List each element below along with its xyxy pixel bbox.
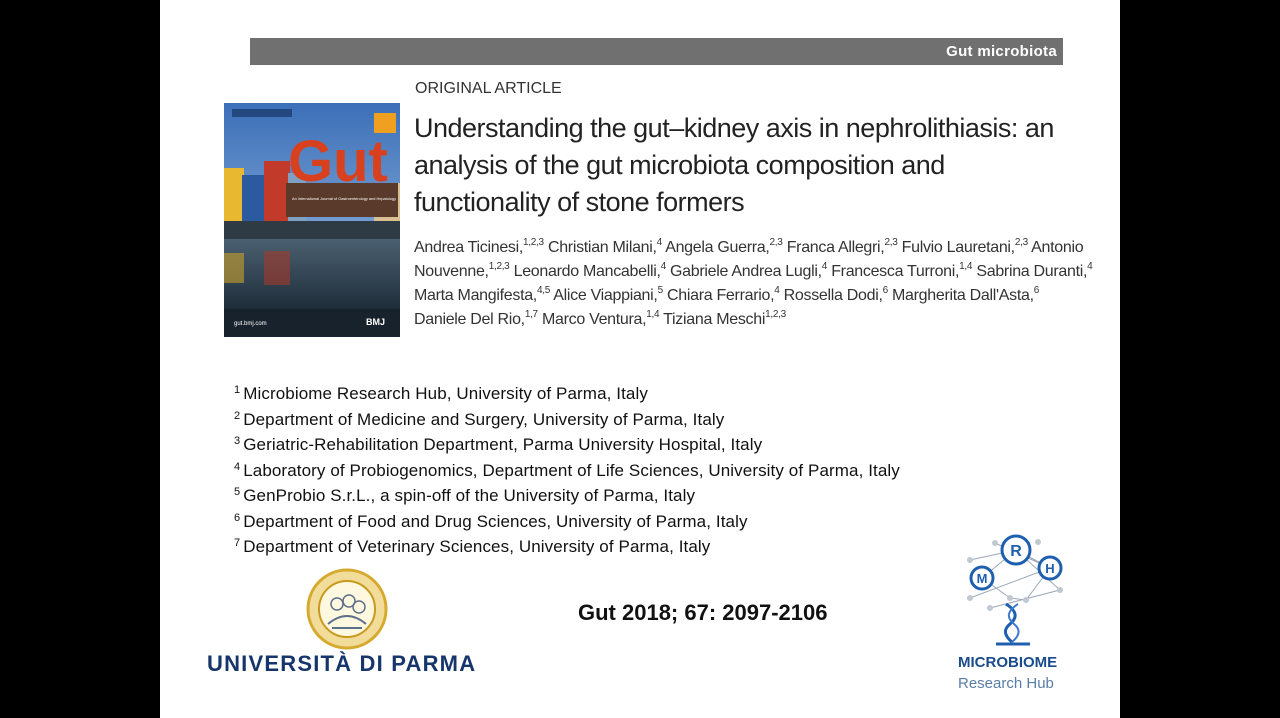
- section-label: Gut microbiota: [946, 43, 1057, 60]
- author-name: Francesca Turroni,: [831, 263, 960, 280]
- author-name: Fulvio Lauretani,: [901, 239, 1015, 256]
- affiliation-text: GenProbio S.r.L., a spin-off of the University of Parma, Italy: [243, 486, 696, 505]
- affiliation-number: 4: [234, 460, 241, 473]
- author-name: Christian Milani,: [547, 239, 657, 256]
- author-affiliation-marker: 1,4: [959, 261, 973, 272]
- author-name: Sabrina Duranti,: [976, 263, 1088, 280]
- author-affiliation-marker: 2,3: [884, 237, 898, 248]
- author-affiliation-marker: 4: [1087, 261, 1093, 272]
- cover-title: Gut: [288, 129, 388, 194]
- author-name: Marco Ventura,: [541, 311, 647, 328]
- author-affiliation-marker: 1,2,3: [765, 309, 786, 320]
- affiliation-item: [234, 432, 900, 458]
- hub-letter-m: M: [976, 571, 988, 586]
- author-name: Margherita Dall'Asta,: [892, 287, 1034, 304]
- author-affiliation-marker: 4,5: [536, 285, 550, 296]
- affiliation-item: [234, 534, 900, 560]
- author-affiliation-marker: 6: [882, 285, 888, 296]
- author: [414, 311, 538, 328]
- author: [784, 287, 888, 304]
- author: [414, 287, 550, 304]
- author: [670, 263, 827, 280]
- section-bar: [250, 38, 1063, 65]
- author-affiliation-marker: 4: [821, 261, 828, 272]
- author-name: Rossella Dodi,: [783, 287, 883, 304]
- author-affiliation-marker: 5: [657, 285, 663, 296]
- affiliation-number: 2: [234, 409, 241, 422]
- author: [892, 287, 1039, 304]
- author: [902, 239, 1028, 256]
- author: [976, 263, 1092, 280]
- author-affiliation-marker: 1,7: [524, 309, 538, 320]
- author: [548, 239, 662, 256]
- author-affiliation-marker: 4: [774, 285, 780, 296]
- affiliation-text: Department of Medicine and Surgery, University of Parma, Italy: [243, 409, 725, 429]
- author: [787, 239, 898, 256]
- author-name: Andrea Ticinesi,: [414, 239, 524, 256]
- affiliation-text: Geriatric-Rehabilitation Department, Parma University Hospital, Italy: [243, 435, 763, 454]
- author-affiliation-marker: 6: [1033, 285, 1039, 296]
- affiliation-number: 6: [234, 511, 241, 524]
- author-name: Alice Viappiani,: [553, 287, 658, 304]
- citation: Gut 2018; 67: 2097-2106: [578, 600, 828, 625]
- author-affiliation-marker: 2,3: [1014, 237, 1028, 248]
- article-title: Understanding the gut–kidney axis in nephrolithiasis: an analysis of the gut microbiota composition and functionality of stone formers: [414, 113, 1054, 217]
- author-name: Angela Guerra,: [665, 239, 770, 256]
- university-name: UNIVERSITÀ DI PARMA: [207, 651, 477, 676]
- affiliation-text: Laboratory of Probiogenomics, Department of Life Sciences, University of Parma, Italy: [243, 460, 900, 480]
- affiliation-text: Department of Veterinary Sciences, University of Parma, Italy: [243, 537, 711, 556]
- author-name: Daniele Del Rio,: [414, 311, 525, 328]
- author: [542, 311, 659, 328]
- author-affiliation-marker: 4: [656, 237, 662, 248]
- author: [831, 263, 972, 280]
- author-affiliation-marker: 1,2,3: [488, 261, 510, 272]
- hub-name-line1: MICROBIOME: [958, 654, 1058, 671]
- affiliation-item: [234, 509, 900, 535]
- affiliation-text: Department of Food and Drug Sciences, University of Parma, Italy: [243, 511, 748, 531]
- affiliation-number: 1: [234, 384, 241, 396]
- affiliation-text: Microbiome Research Hub, University of Parma, Italy: [243, 384, 648, 403]
- author-name: Franca Allegri,: [786, 239, 885, 256]
- author-name: Gabriele Andrea Lugli,: [670, 263, 822, 280]
- slide: [160, 0, 1120, 718]
- cover-website: gut.bmj.com: [234, 321, 267, 327]
- author-affiliation-marker: 4: [660, 261, 666, 272]
- affiliation-item: [234, 458, 900, 484]
- author-affiliation-marker: 2,3: [769, 237, 783, 248]
- author-name: Leonardo Mancabelli,: [513, 263, 661, 280]
- hub-name-line2: Research Hub: [958, 675, 1054, 692]
- cover-publisher: BMJ: [366, 317, 386, 327]
- author-name: Chiara Ferrario,: [666, 287, 775, 304]
- article-type: ORIGINAL ARTICLE: [415, 80, 562, 97]
- author-name: Antonio Nouvenne,: [414, 239, 1084, 280]
- affiliation-number: 5: [234, 486, 241, 498]
- author-affiliation-marker: 1,4: [646, 309, 660, 320]
- affiliation-item: [234, 483, 900, 509]
- journal-cover: [224, 103, 400, 337]
- affiliation-item: [234, 381, 900, 407]
- author: [665, 239, 782, 256]
- affiliation-number: 3: [234, 435, 241, 447]
- microbiome-hub-logo-icon: [950, 528, 1080, 650]
- author: [414, 239, 544, 256]
- author-list: [414, 236, 1094, 332]
- affiliation-list: [234, 381, 900, 560]
- author: [663, 311, 786, 328]
- author-affiliation-marker: 1,2,3: [523, 237, 544, 248]
- cover-subtitle: An International Journal of Gastroenterology and Hepatology: [292, 196, 396, 201]
- author: [553, 287, 663, 304]
- hub-letter-r: R: [1010, 543, 1022, 560]
- affiliation-item: [234, 407, 900, 433]
- university-seal-icon: [306, 568, 388, 650]
- author: [667, 287, 780, 304]
- author-name: Marta Mangifesta,: [414, 287, 537, 304]
- author: [514, 263, 666, 280]
- hub-letter-h: H: [1045, 561, 1055, 576]
- affiliation-number: 7: [234, 537, 241, 549]
- author-name: Tiziana Meschi: [663, 311, 766, 328]
